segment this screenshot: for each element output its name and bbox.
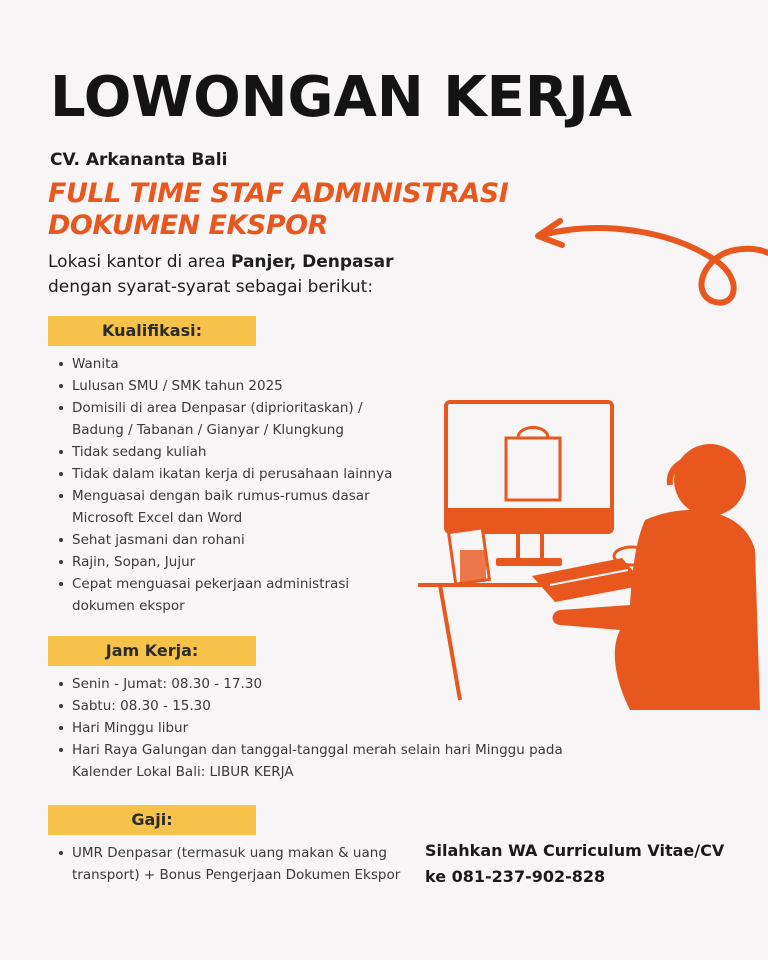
intro-location: Panjer, Denpasar	[230, 252, 394, 272]
page-title: LOWONGAN KERJA	[50, 65, 633, 130]
list-item: Sabtu: 08.30 - 15.30	[72, 695, 572, 717]
list-item: Hari Raya Galungan dan tanggal-tanggal merah selain hari Minggu pada Kalender Lokal Bali: LIBUR KERJA	[72, 739, 572, 783]
intro-prefix: Lokasi kantor di area	[48, 252, 231, 272]
list-item: UMR Denpasar (termasuk uang makan & uang transport) + Bonus Pengerjaan Dokumen Ekspor	[72, 842, 412, 886]
salary-label: Gaji:	[48, 805, 256, 835]
job-position-line1: FULL TIME STAF ADMINISTRASI	[48, 178, 509, 209]
working-hours-label: Jam Kerja:	[48, 636, 256, 666]
salary-list	[50, 842, 412, 886]
list-item: Sehat jasmani dan rohani	[72, 529, 402, 551]
qualifications-list	[50, 353, 402, 617]
list-item: Tidak sedang kuliah	[72, 441, 402, 463]
list-item: Cepat menguasai pekerjaan administrasi dokumen ekspor	[72, 573, 402, 617]
contact-line1: Silahkan WA Curriculum Vitae/CV	[425, 841, 725, 860]
list-item: Tidak dalam ikatan kerja di perusahaan lainnya	[72, 463, 402, 485]
list-item: Lulusan SMU / SMK tahun 2025	[72, 375, 402, 397]
curly-arrow-icon	[530, 205, 768, 315]
list-item: Menguasai dengan baik rumus-rumus dasar Microsoft Excel dan Word	[72, 485, 402, 529]
intro-text	[48, 250, 394, 300]
job-position-line2: DOKUMEN EKSPOR	[48, 210, 328, 241]
job-position	[48, 178, 508, 242]
list-item: Senin - Jumat: 08.30 - 17.30	[72, 673, 572, 695]
list-item: Hari Minggu libur	[72, 717, 572, 739]
contact-info	[425, 838, 724, 890]
office-worker-illustration	[400, 380, 768, 720]
list-item: Rajin, Sopan, Jujur	[72, 551, 402, 573]
intro-line2: dengan syarat-syarat sebagai berikut:	[48, 277, 374, 297]
list-item: Wanita	[72, 353, 402, 375]
qualifications-label: Kualifikasi:	[48, 316, 256, 346]
contact-phone: ke 081-237-902-828	[425, 867, 606, 886]
list-item: Domisili di area Denpasar (diprioritaskan) / Badung / Tabanan / Gianyar / Klungkung	[72, 397, 402, 441]
company-name: CV. Arkananta Bali	[50, 150, 228, 170]
